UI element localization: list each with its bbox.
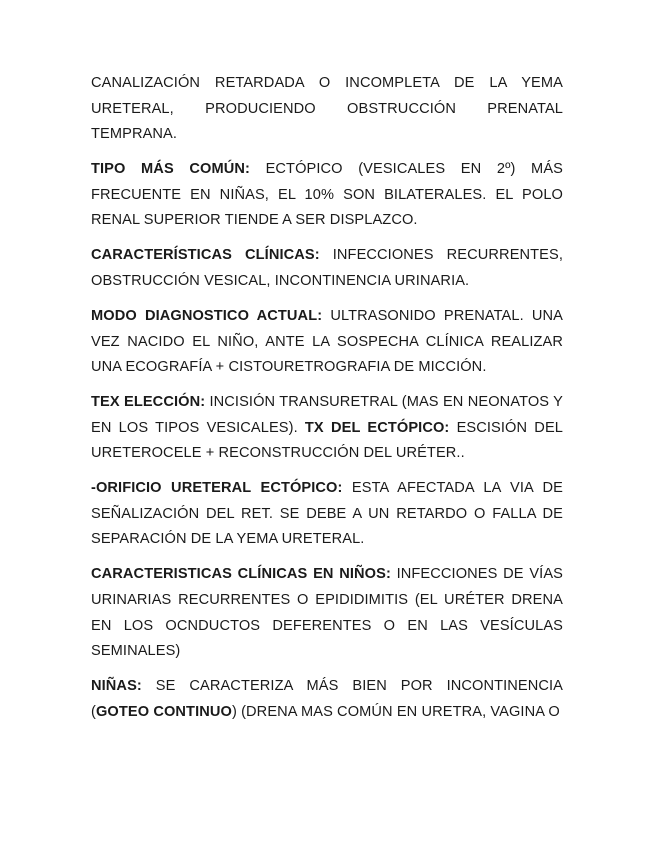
body-text: INFECCIONES DE VÍAS URINARIAS RECURRENTES O EPIDIDIMITIS (EL URÉTER DRENA EN LOS OCNDUCTOS DEFERENTES O EN LAS VESÍCULAS SEMINALES): [91, 566, 563, 660]
heading-text: TEX ELECCIÓN:: [91, 394, 206, 411]
document-page: [91, 71, 563, 735]
body-text: ESTA AFECTADA LA VIA DE SEÑALIZACIÓN DEL RET. SE DEBE A UN RETARDO O FALLA DE SEPARACIÓN DE LA YEMA URETERAL.: [91, 480, 563, 548]
body-text: CANALIZACIÓN RETARDADA O INCOMPLETA DE LA YEMA URETERAL, PRODUCIENDO OBSTRUCCIÓN PRENATAL TEMPRANA.: [91, 75, 563, 143]
heading-text: MODO DIAGNOSTICO ACTUAL:: [91, 307, 323, 324]
heading-text: TIPO MÁS COMÚN:: [91, 161, 250, 178]
body-text: SE CARACTERIZA MÁS BIEN POR INCONTINENCIA (: [91, 678, 563, 720]
heading-text: -ORIFICIO URETERAL ECTÓPICO:: [91, 480, 343, 497]
heading-text: TX DEL ECTÓPICO:: [304, 419, 450, 436]
heading-text: CARACTERÍSTICAS CLÍNICAS:: [91, 247, 320, 264]
body-text: ESCISIÓN DEL URETEROCELE + RECONSTRUCCIÓN DEL URÉTER..: [91, 419, 564, 462]
paragraph-ninas: [91, 674, 563, 725]
body-text: INFECCIONES RECURRENTES, OBSTRUCCIÓN VESICAL, INCONTINENCIA URINARIA.: [91, 247, 563, 289]
heading-text: GOTEO CONTINUO: [95, 703, 232, 720]
paragraph-modo-diagnostico: [91, 304, 563, 381]
body-text: ECTÓPICO (VESICALES EN 2º) MÁS FRECUENTE EN NIÑAS, EL 10% SON BILATERALES. EL POLO RENAL SUPERIOR TIENDE A SER DISPLAZCO.: [91, 161, 563, 229]
paragraph-canalizacion: [91, 71, 563, 148]
paragraph-tipo-mas-comun: [91, 157, 563, 234]
body-text: ULTRASONIDO PRENATAL. UNA VEZ NACIDO EL NIÑO, ANTE LA SOSPECHA CLÍNICA REALIZAR UNA ECOGRAFÍA + CISTOURETROGRAFIA DE MICCIÓN.: [91, 307, 563, 376]
paragraph-tex-eleccion: [91, 390, 563, 467]
body-text: ) (DRENA MAS COMÚN EN URETRA, VAGINA O: [231, 703, 560, 720]
body-text: INCISIÓN TRANSURETRAL (MAS EN NEONATOS Y EN LOS TIPOS VESICALES).: [91, 394, 563, 436]
paragraph-clinicas-ninos: [91, 562, 563, 664]
paragraph-orificio-ureteral: [91, 476, 563, 553]
heading-text: NIÑAS:: [91, 678, 142, 695]
paragraph-caracteristicas-clinicas: [91, 243, 563, 294]
heading-text: CARACTERISTICAS CLÍNICAS EN NIÑOS:: [91, 566, 391, 583]
